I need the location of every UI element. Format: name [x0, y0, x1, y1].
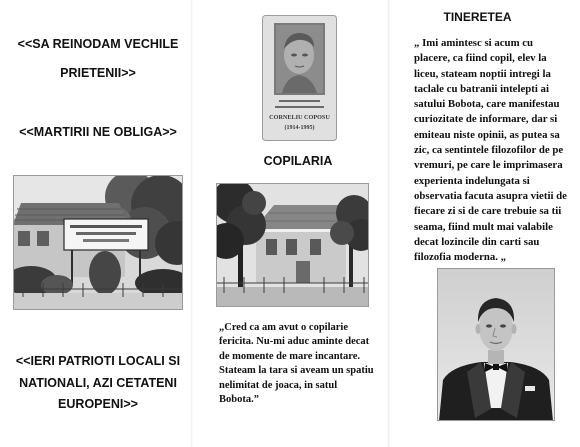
tuxedo: [439, 362, 553, 421]
slogan-2: <<MARTIRII NE OBLIGA>>: [19, 125, 177, 139]
portrait-relief: [282, 33, 317, 93]
youth-quote-line: liceu, stateam noptii intregi la: [414, 67, 551, 80]
slogan-1-line-2: PRIETENII>>: [60, 66, 136, 80]
youth-quote-line: observatia facuta asupra vietii de: [414, 189, 567, 202]
youth-quote-line: taclale cu batranii intelepti ai: [414, 82, 549, 95]
youth-quote-line: decat lozincile din carti sau: [414, 235, 540, 248]
childhood-house-photo: [216, 183, 369, 307]
youth-quote-line: curiozitate de informare, dar si: [414, 113, 558, 126]
childhood-quote: [219, 321, 374, 407]
youth-quote-line: filozofia moderna. „: [414, 251, 507, 264]
slogan-3-line-1: <<IERI PATRIOTI LOCALI SI: [15, 354, 181, 368]
youth-quote-line: placere, ca fiind copil, elev la: [414, 52, 547, 65]
youth-quote-line: vremuri, pe care le imprimasera: [414, 159, 563, 172]
youth-quote-line: satului Bobota, care manifestau: [414, 98, 560, 111]
slogan-1-line-1: <<SA REINODAM VECHILE: [17, 37, 179, 51]
childhood-quote-line: fericita. Nu-mi aduc aminte decat: [219, 336, 370, 348]
childhood-quote-line: nelimitat de joaca, in satul: [219, 379, 338, 391]
section-title-tineretea: TINERETEA: [443, 10, 512, 24]
plaque-name: CORNELIU COPOSU: [269, 114, 330, 121]
childhood-quote-line: de momente de mare incantare.: [219, 350, 361, 362]
youth-quote-line: zic, ca sentintele filozofilor de pe: [414, 144, 564, 157]
slogan-3-line-2: NATIONALI, AZI CETATENI: [19, 376, 177, 390]
cultural-center-photo: [13, 175, 183, 310]
memorial-plaque: [262, 15, 337, 141]
youth-portrait-photo: [437, 268, 555, 421]
youth-quote-line: experienta indelungata si: [414, 174, 530, 187]
youth-quote: [414, 36, 567, 265]
childhood-quote-line: „Cred ca am avut o copilarie: [219, 322, 348, 333]
youth-quote-line: fiecare zi si de care trebuie sa tii: [414, 205, 562, 218]
childhood-quote-line: Stateam la tara si aveam un spatiu: [219, 365, 374, 377]
childhood-quote-line: Bobota.”: [219, 394, 259, 406]
slogan-3-line-3: EUROPENI>>: [58, 397, 138, 411]
youth-quote-line: „ Imi amintesc si acum cu: [414, 37, 534, 49]
section-title-copilaria: COPILARIA: [263, 154, 333, 168]
pocket-square: [525, 386, 535, 391]
plaque-years: (1914-1995): [284, 125, 315, 131]
fold-line-right: [387, 0, 390, 447]
youth-quote-line: seama, fiind mult mai valabile: [414, 220, 553, 233]
youth-quote-line: emiteau niste opinii, as putea sa: [414, 128, 560, 141]
house: [254, 205, 350, 283]
